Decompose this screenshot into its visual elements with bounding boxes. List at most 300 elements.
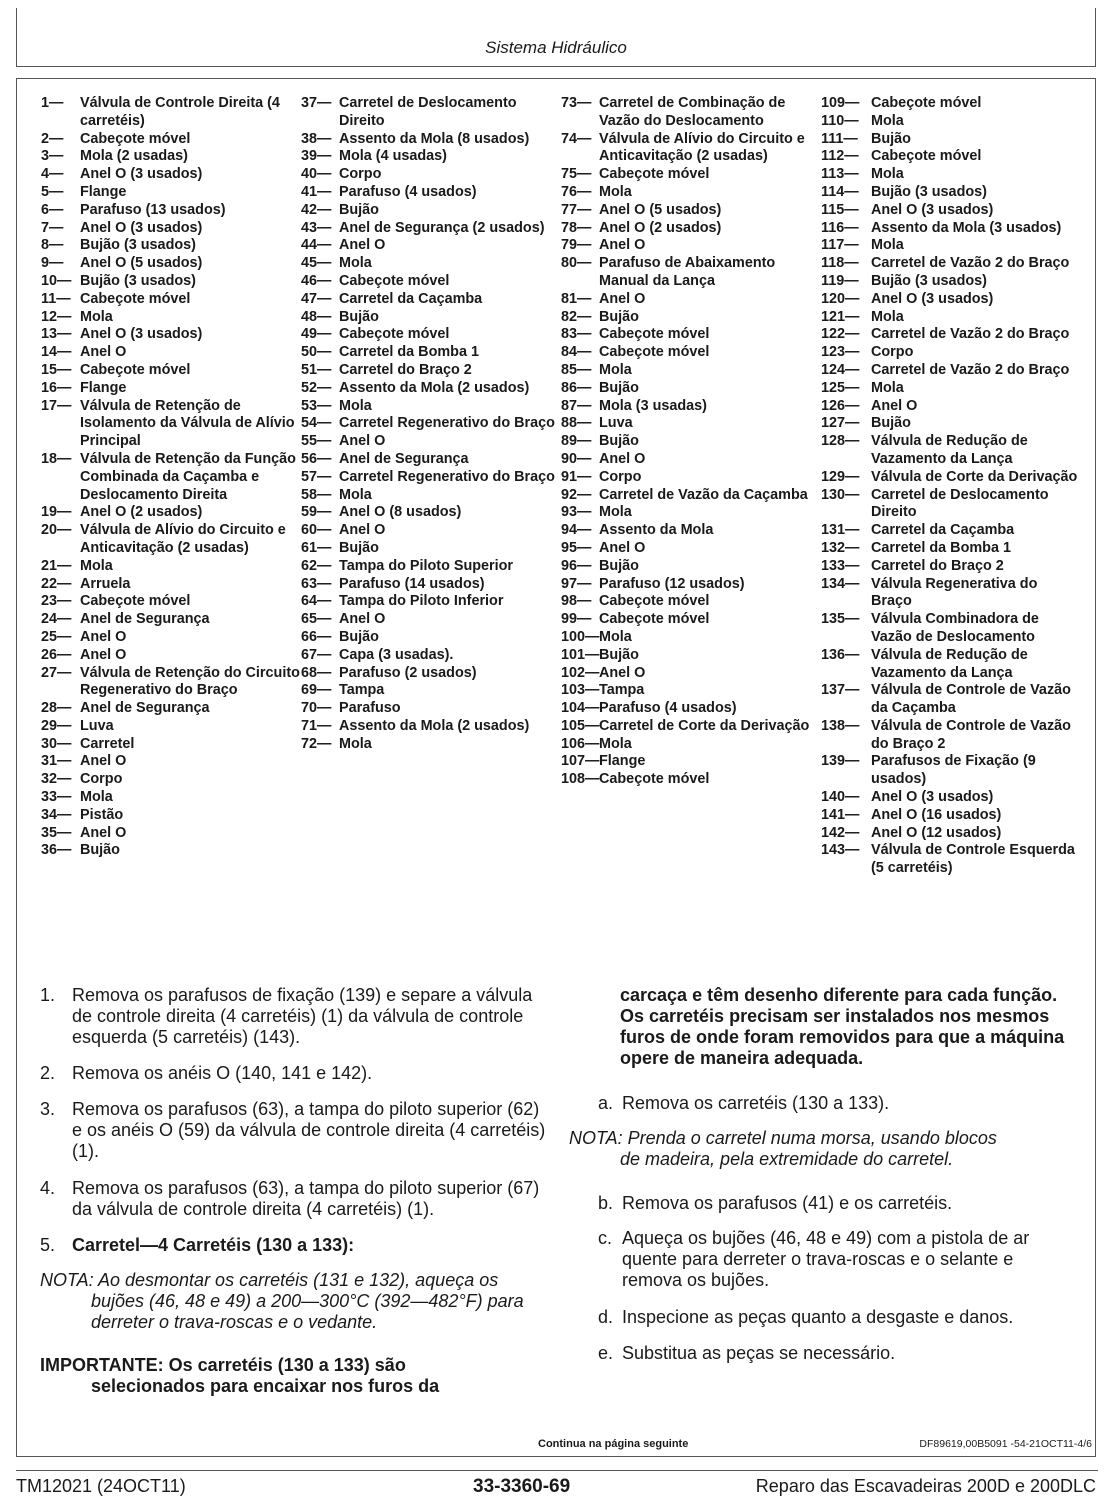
legend-item [41, 398, 301, 451]
legend-item [821, 220, 1081, 238]
legend-item-text: Flange [599, 753, 646, 770]
legend-item-text: Bujão [339, 308, 379, 325]
legend-item-text: Bujão [80, 842, 120, 859]
legend-item-text: Mola [871, 112, 904, 129]
legend-item-text: Parafuso [339, 700, 401, 717]
legend-item-text: Mola [871, 237, 904, 254]
legend-item [821, 807, 1081, 825]
legend-item [41, 220, 301, 238]
legend-item-number: 59— [301, 504, 332, 521]
legend-item-number: 10— [41, 272, 72, 289]
legend-item-number: 29— [41, 717, 72, 734]
legend-item-text: Válvula de Corte da Derivação [871, 468, 1078, 485]
legend-item-number: 30— [41, 735, 72, 752]
step-text: Remova os parafusos (63), a tampa do piloto superior (62) e os anéis O (59) da válvula de controle direita (4 carretéis) (1). [72, 1099, 546, 1161]
legend-item [41, 362, 301, 380]
legend-item-text: Pistão [80, 806, 124, 823]
legend-item [821, 309, 1081, 327]
legend-item [821, 576, 1081, 612]
legend-item-text: Cabeçote móvel [599, 344, 710, 361]
legend-item-number: 21— [41, 557, 72, 574]
legend-item-text: Anel O [871, 397, 918, 414]
legend-item-number: 142— [821, 824, 860, 841]
legend-item [561, 433, 821, 451]
legend-item-number: 3— [41, 148, 64, 165]
legend-item-text: Capa (3 usadas). [339, 646, 454, 663]
legend-item-number: 9— [41, 255, 64, 272]
legend-item [821, 540, 1081, 558]
legend-item-text: Assento da Mola [599, 522, 714, 539]
legend-item-text: Carretel da Bomba 1 [339, 344, 479, 361]
legend-item-text: Tampa do Piloto Inferior [339, 593, 504, 610]
legend-item [301, 629, 561, 647]
legend-item-number: 39— [301, 148, 332, 165]
legend-item-number: 83— [561, 326, 592, 343]
legend-item-text: Bujão [599, 308, 639, 325]
legend-item-text: Válvula de Retenção do Circuito Regenerativo do Braço [80, 664, 300, 699]
legend-item-number: 1— [41, 95, 64, 111]
legend-item-text: Bujão (3 usados) [80, 237, 196, 254]
legend-item-number: 76— [561, 183, 592, 200]
legend-item-number: 107— [561, 753, 600, 770]
legend-item [821, 131, 1081, 149]
legend-item [561, 362, 821, 380]
legend-item [561, 344, 821, 362]
legend-item [821, 398, 1081, 416]
legend-item-number: 63— [301, 575, 332, 592]
legend-item-text: Mola [80, 557, 113, 574]
legend-item [821, 611, 1081, 647]
legend-item-number: 131— [821, 522, 860, 539]
note-first-line: NOTA: Prenda o carretel numa morsa, usando blocos [569, 1128, 997, 1148]
note-continuation: de madeira, pela extremidade do carretel. [620, 1149, 954, 1169]
legend-item [561, 487, 821, 505]
step-text: Carretel—4 Carretéis (130 a 133): [72, 1235, 355, 1255]
legend-item-text: Parafuso (4 usados) [339, 183, 477, 200]
legend-item-number: 40— [301, 166, 332, 183]
substep-b [598, 1193, 1078, 1214]
legend-item-number: 85— [561, 361, 592, 378]
step-number: 4. [40, 1178, 56, 1198]
legend-item [561, 665, 821, 683]
legend-item [41, 326, 301, 344]
legend-item [561, 469, 821, 487]
legend-item-text: Mola [599, 183, 632, 200]
legend-item [561, 255, 821, 291]
legend-item-number: 90— [561, 450, 592, 467]
legend-item [561, 380, 821, 398]
legend-column-4 [821, 95, 1081, 878]
legend-item-text: Carretel de Vazão 2 do Braço [871, 255, 1070, 272]
legend-item [821, 344, 1081, 362]
legend-item [41, 237, 301, 255]
legend-item-number: 45— [301, 255, 332, 272]
legend-item-text: Tampa [599, 682, 645, 699]
legend-item-number: 16— [41, 379, 72, 396]
legend-item-text: Bujão [339, 539, 379, 556]
legend-item-text: Mola [339, 486, 372, 503]
legend-item-number: 62— [301, 557, 332, 574]
legend-item-number: 143— [821, 842, 860, 859]
legend-item-number: 37— [301, 95, 332, 111]
legend-item [41, 842, 301, 860]
legend-item [41, 700, 301, 718]
legend-item-number: 69— [301, 682, 332, 699]
legend-item [301, 700, 561, 718]
legend-item-number: 108— [561, 771, 600, 788]
legend-item [821, 362, 1081, 380]
legend-item-number: 105— [561, 717, 600, 734]
legend-item-text: Mola [80, 308, 113, 325]
important-continuation: selecionados para encaixar nos furos da [91, 1376, 440, 1396]
step-number: 5. [40, 1235, 56, 1255]
legend-item-number: 114— [821, 183, 859, 200]
legend-item-number: 43— [301, 219, 332, 236]
legend-item-number: 66— [301, 628, 332, 645]
legend-item-number: 57— [301, 468, 332, 485]
legend-item-text: Parafuso (14 usados) [339, 575, 485, 592]
step-number: 3. [40, 1099, 56, 1119]
legend-item-text: Mola [871, 308, 904, 325]
legend-item-text: Anel O [80, 753, 127, 770]
legend-item-text: Anel O (3 usados) [871, 789, 994, 806]
legend-item [41, 753, 301, 771]
legend-item [821, 558, 1081, 576]
legend-item-text: Anel O (3 usados) [80, 166, 203, 183]
legend-item [41, 451, 301, 504]
legend-item [301, 148, 561, 166]
legend-item [561, 131, 821, 167]
legend-item-number: 98— [561, 593, 592, 610]
legend-item [821, 718, 1081, 754]
legend-column-3 [561, 95, 821, 878]
legend-item-number: 74— [561, 130, 592, 147]
legend-item-text: Válvula de Controle de Vazão do Braço 2 [871, 717, 1071, 752]
legend-item [561, 95, 821, 131]
legend-item-text: Carretel de Vazão 2 do Braço [871, 326, 1070, 343]
legend-item-number: 54— [301, 415, 332, 432]
legend-item-text: Flange [80, 183, 127, 200]
manual-title: Reparo das Escavadeiras 200D e 200DLC [755, 1476, 1096, 1496]
legend-item-text: Mola (4 usadas) [339, 148, 447, 165]
legend-item-text: Assento da Mola (2 usados) [339, 379, 530, 396]
legend-item-text: Anel de Segurança [339, 450, 469, 467]
legend-item-number: 48— [301, 308, 332, 325]
legend-item [561, 700, 821, 718]
legend-item-number: 91— [561, 468, 592, 485]
legend-item-text: Cabeçote móvel [80, 361, 191, 378]
legend-item-text: Bujão [871, 130, 911, 147]
legend-item-number: 46— [301, 272, 332, 289]
legend-item [301, 166, 561, 184]
substep-text: Remova os carretéis (130 a 133). [622, 1093, 890, 1113]
legend-item-text: Anel O [339, 237, 386, 254]
legend-item [41, 202, 301, 220]
legend-item-text: Válvula de Alívio do Circuito e Anticavitação (2 usadas) [599, 130, 805, 165]
legend-item-text: Anel O [339, 611, 386, 628]
legend-item-text: Válvula de Controle Esquerda (5 carretéis) [871, 842, 1075, 877]
legend-item-number: 134— [821, 575, 860, 592]
legend-item [821, 255, 1081, 273]
legend-item-number: 4— [41, 166, 64, 183]
legend-item [821, 522, 1081, 540]
legend-item [301, 255, 561, 273]
legend-item-text: Tampa do Piloto Superior [339, 557, 514, 574]
legend-item-text: Cabeçote móvel [871, 95, 982, 111]
legend-item-number: 118— [821, 255, 859, 272]
legend-item [561, 522, 821, 540]
legend-item-text: Carretel de Combinação de Vazão do Deslocamento [599, 95, 786, 129]
legend-item [821, 113, 1081, 131]
legend-item-number: 96— [561, 557, 592, 574]
legend-item-text: Mola [871, 379, 904, 396]
legend-item-text: Corpo [871, 344, 914, 361]
legend-item-text: Mola [599, 628, 632, 645]
legend-item [41, 95, 301, 131]
legend-item-text: Carretel de Deslocamento Direito [871, 486, 1049, 521]
legend-item-number: 33— [41, 789, 72, 806]
legend-item [821, 825, 1081, 843]
legend-item [821, 166, 1081, 184]
substep-letter: a. [598, 1093, 614, 1113]
legend-item [561, 718, 821, 736]
legend-item [561, 504, 821, 522]
legend-item-text: Válvula de Alívio do Circuito e Anticavitação (2 usadas) [80, 522, 286, 556]
legend-item-number: 2— [41, 130, 64, 147]
legend-item [301, 522, 561, 540]
legend-item-text: Mola [339, 397, 372, 414]
legend-item-number: 119— [821, 272, 859, 289]
legend-item-number: 15— [41, 361, 72, 378]
legend-item [41, 558, 301, 576]
legend-item-text: Anel O [339, 433, 386, 450]
substep-letter: b. [598, 1193, 614, 1213]
legend-item-text: Corpo [599, 468, 642, 485]
legend-item-text: Anel O (3 usados) [80, 219, 203, 236]
legend-item-number: 121— [821, 308, 860, 325]
legend-item [301, 237, 561, 255]
legend-item [41, 771, 301, 789]
legend-item-text: Assento da Mola (8 usados) [339, 130, 530, 147]
legend-item-text: Anel O (3 usados) [80, 326, 203, 343]
legend-item [561, 398, 821, 416]
substep-text: Aqueça os bujões (46, 48 e 49) com a pistola de ar quente para derreter o trava-roscas e o selante e remova os bujões. [622, 1228, 1030, 1290]
legend-item-number: 70— [301, 700, 332, 717]
step-number: 2. [40, 1063, 56, 1083]
substep-letter: c. [598, 1228, 613, 1248]
legend-item-text: Válvula de Redução de Vazamento da Lança [871, 646, 1028, 681]
legend-item-text: Cabeçote móvel [871, 148, 982, 165]
legend-item [821, 95, 1081, 113]
substep-e [598, 1343, 1078, 1364]
legend-item-text: Cabeçote móvel [599, 326, 710, 343]
legend-item-text: Parafuso (12 usados) [599, 575, 745, 592]
legend-item [821, 380, 1081, 398]
legend-item-number: 127— [821, 415, 860, 432]
substep-c [598, 1228, 1078, 1291]
legend-item-text: Carretel da Caçamba [871, 522, 1015, 539]
legend-item [821, 433, 1081, 469]
legend-item-number: 36— [41, 842, 72, 859]
legend-item [41, 825, 301, 843]
legend-item-number: 132— [821, 539, 860, 556]
legend-item-number: 55— [301, 433, 332, 450]
legend-item-text: Assento da Mola (3 usados) [871, 219, 1062, 236]
legend-item [561, 291, 821, 309]
legend-item [301, 95, 561, 131]
legend-item [821, 184, 1081, 202]
legend-item-text: Anel O (2 usados) [80, 504, 203, 521]
legend-item [301, 291, 561, 309]
important-notice [40, 1355, 540, 1397]
legend-item-number: 103— [561, 682, 600, 699]
legend-item-number: 123— [821, 344, 860, 361]
legend-item [821, 753, 1081, 789]
legend-item [301, 398, 561, 416]
legend-item-text: Anel O (2 usados) [599, 219, 722, 236]
legend-item [301, 736, 561, 754]
legend-item-text: Bujão [599, 379, 639, 396]
note-continuation: bujões (46, 48 e 49) a 200—300°C (392—482°F) para derreter o trava-roscas e o vedante. [91, 1291, 524, 1332]
legend-item-text: Tampa [339, 682, 385, 699]
legend-item-number: 80— [561, 255, 592, 272]
legend-item [821, 842, 1081, 878]
legend-item [821, 682, 1081, 718]
legend-item-number: 84— [561, 344, 592, 361]
legend-item [41, 593, 301, 611]
legend-item [41, 736, 301, 754]
note-heating [40, 1270, 560, 1333]
legend-item-number: 44— [301, 237, 332, 254]
legend-item [561, 166, 821, 184]
legend-item-text: Parafuso (2 usados) [339, 664, 477, 681]
legend-item-text: Mola [599, 361, 632, 378]
substep-text: Remova os parafusos (41) e os carretéis. [622, 1193, 953, 1213]
legend-item-number: 42— [301, 201, 332, 218]
legend-item [41, 807, 301, 825]
legend-item-text: Carretel de Vazão 2 do Braço [871, 361, 1070, 378]
legend-item [301, 326, 561, 344]
legend-item-number: 111— [821, 130, 858, 147]
legend-item-number: 102— [561, 664, 600, 681]
legend-item [821, 415, 1081, 433]
legend-item-text: Anel O [339, 522, 386, 539]
legend-item-number: 71— [301, 717, 332, 734]
legend-item-number: 87— [561, 397, 592, 414]
legend-item-number: 137— [821, 682, 860, 699]
legend-item [301, 487, 561, 505]
legend-item [301, 415, 561, 433]
legend-item-text: Bujão [599, 557, 639, 574]
legend-item-number: 20— [41, 522, 72, 539]
legend-item [41, 344, 301, 362]
legend-item [41, 184, 301, 202]
legend-item-number: 126— [821, 397, 860, 414]
legend-item [561, 736, 821, 754]
legend-item-number: 95— [561, 539, 592, 556]
substep-a [598, 1093, 1078, 1114]
legend-item [301, 718, 561, 736]
step-1 [40, 985, 550, 1048]
legend-item-number: 138— [821, 717, 860, 734]
legend-item-text: Luva [80, 717, 114, 734]
legend-item-number: 92— [561, 486, 592, 503]
legend-item-text: Cabeçote móvel [80, 290, 191, 307]
legend-item [561, 647, 821, 665]
legend-item-number: 72— [301, 735, 332, 752]
legend-item-number: 140— [821, 789, 860, 806]
legend-item-text: Válvula de Retenção da Função Combinada da Caçamba e Deslocamento Direita [80, 450, 296, 503]
legend-item-number: 26— [41, 646, 72, 663]
legend-item [41, 629, 301, 647]
legend-item [561, 593, 821, 611]
legend-item-number: 67— [301, 646, 332, 663]
legend-item [821, 789, 1081, 807]
legend-item-text: Anel O [80, 824, 127, 841]
legend-item-text: Mola [80, 789, 113, 806]
legend-item [41, 576, 301, 594]
legend-item [41, 522, 301, 558]
legend-item-number: 133— [821, 557, 860, 574]
legend-item-number: 125— [821, 379, 860, 396]
step-5 [40, 1235, 550, 1256]
legend-item-text: Anel O [80, 628, 127, 645]
legend-item-number: 65— [301, 611, 332, 628]
legend-item-number: 89— [561, 433, 592, 450]
legend-item [561, 540, 821, 558]
legend-item-text: Parafuso (13 usados) [80, 201, 226, 218]
legend-item [561, 326, 821, 344]
legend-item [561, 184, 821, 202]
legend-item-number: 58— [301, 486, 332, 503]
legend-item [41, 273, 301, 291]
legend-item-text: Cabeçote móvel [339, 272, 450, 289]
legend-item-number: 32— [41, 771, 72, 788]
legend-item-number: 56— [301, 450, 332, 467]
legend-item-text: Carretel de Corte da Derivação [599, 717, 810, 734]
legend-item-text: Válvula de Retenção de Isolamento da Válvula de Alívio Principal [80, 397, 295, 450]
legend-item [301, 273, 561, 291]
legend-item-text: Carretel do Braço 2 [339, 361, 472, 378]
legend-item-number: 13— [41, 326, 72, 343]
legend-item [301, 469, 561, 487]
legend-item [41, 380, 301, 398]
legend-item [41, 291, 301, 309]
note-vise [569, 1128, 1079, 1170]
legend-item-text: Mola [599, 735, 632, 752]
page-number: 33-3360-69 [473, 1476, 571, 1497]
legend-item-number: 139— [821, 753, 860, 770]
legend-item-number: 75— [561, 166, 592, 183]
manual-id: TM12021 (24OCT11) [16, 1476, 186, 1496]
legend-item-number: 129— [821, 468, 860, 485]
legend-item [301, 593, 561, 611]
legend-item-text: Arruela [80, 575, 131, 592]
legend-item-text: Carretel de Vazão da Caçamba [599, 486, 808, 503]
legend-item-number: 14— [41, 344, 72, 361]
legend-item [41, 166, 301, 184]
substep-letter: d. [598, 1307, 614, 1327]
step-3 [40, 1099, 550, 1162]
legend-item-number: 47— [301, 290, 332, 307]
legend-item-number: 12— [41, 308, 72, 325]
step-text: Remova os parafusos de fixação (139) e separe a válvula de controle direita (4 carretéis) (1) da válvula de controle esquerda (5 carretéis) (143). [72, 985, 533, 1047]
legend-item-text: Carretel da Caçamba [339, 290, 483, 307]
legend-item-number: 31— [41, 753, 72, 770]
legend-item-number: 38— [301, 130, 332, 147]
legend-item [301, 682, 561, 700]
legend-item-text: Anel O [599, 290, 646, 307]
